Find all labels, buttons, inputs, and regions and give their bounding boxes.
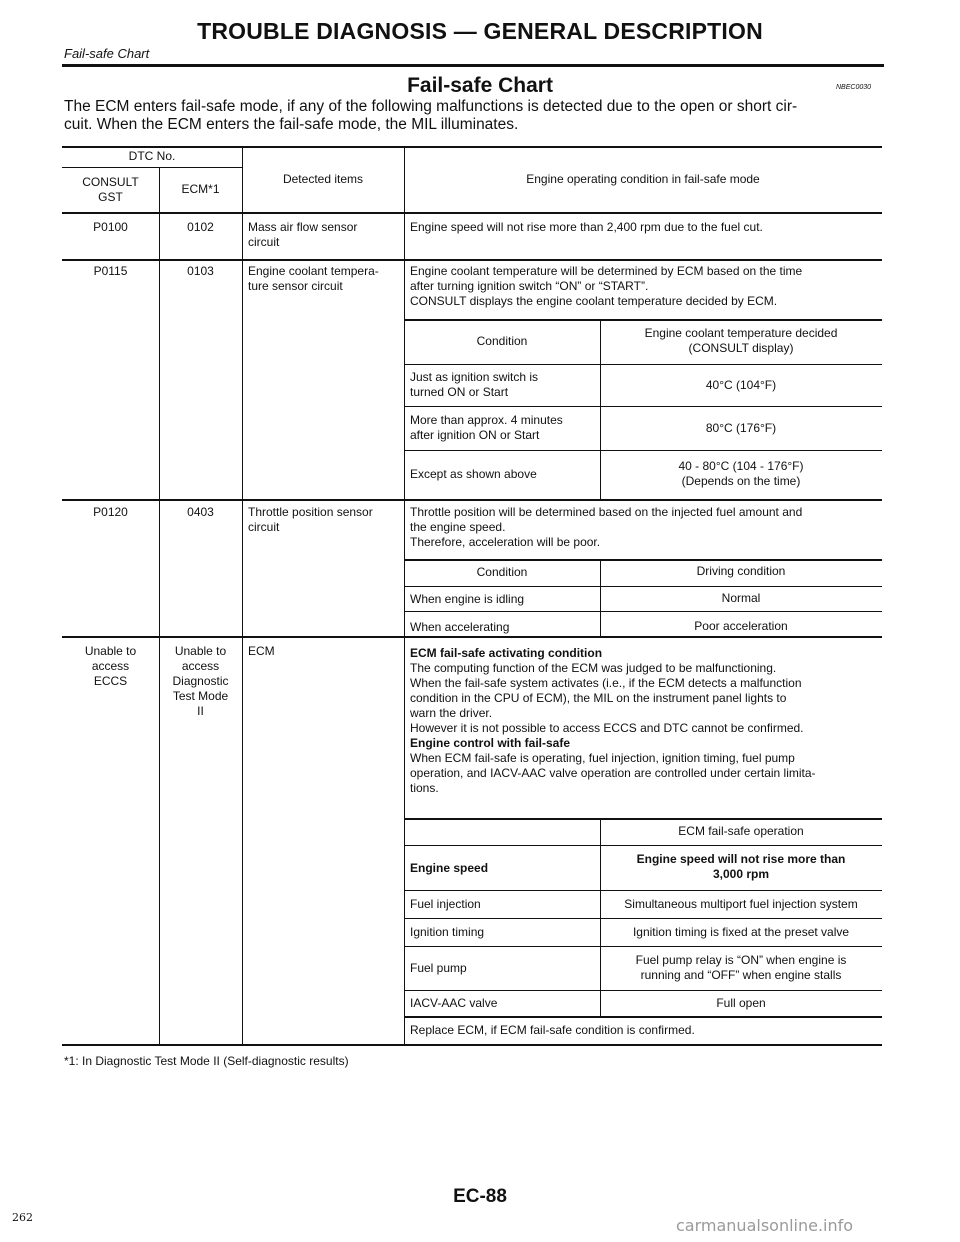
condition-heading: ECM fail-safe activating condition	[410, 646, 603, 660]
subtable-rule	[404, 586, 882, 587]
section-heading: Fail-safe Chart	[407, 74, 553, 97]
subtable-rule	[404, 319, 882, 321]
subtable-header: Driving condition	[696, 564, 786, 578]
document-code: NBEC0030	[836, 84, 872, 91]
subtable-rule	[404, 1016, 882, 1018]
row-consult-code: P0115	[93, 264, 128, 278]
subtable-rule	[404, 364, 882, 365]
subtable-rule	[404, 559, 882, 561]
column-rule	[404, 146, 405, 1044]
subtable-rule	[404, 450, 882, 451]
subtable-cell: Fuel injection	[410, 897, 481, 911]
header-dtc-no: DTC No.	[128, 149, 176, 163]
subtable-header: Condition	[476, 565, 528, 579]
subtable-rule	[404, 990, 882, 991]
row-condition: Engine speed will not rise more than 2,400 rpm due to the fuel cut.	[410, 220, 763, 234]
subtable-cell: Ignition timing	[410, 925, 485, 939]
header-rule	[62, 64, 884, 67]
subtable-cell: 40 - 80°C (104 - 176°F) (Depends on the time)	[678, 459, 804, 488]
subtable-cell: Engine speed will not rise more than 3,000 rpm	[636, 852, 846, 881]
row-ecm-code: 0102	[187, 220, 214, 234]
header-bottom-rule	[62, 212, 882, 214]
row-ecm-code: 0103	[187, 264, 214, 278]
footnote: *1: In Diagnostic Test Mode II (Self-diagnostic results)	[64, 1054, 349, 1068]
header-gst: GST	[98, 190, 123, 204]
row-consult-code: Unable to access ECCS	[84, 644, 137, 688]
row-rule	[62, 636, 882, 638]
row-condition: Throttle position will be determined based on the injected fuel amount and the engine speed. Therefore, acceleration will be poor.	[410, 505, 803, 549]
subtable-cell: More than approx. 4 minutes after ignition ON or Start	[410, 413, 563, 442]
header-consult: CONSULT	[82, 175, 139, 189]
closing-note: Replace ECM, if ECM fail-safe condition is confirmed.	[410, 1023, 695, 1037]
subtable-cell: Except as shown above	[410, 467, 537, 481]
subtable-header: ECM fail-safe operation	[678, 824, 804, 838]
page-number: EC-88	[453, 1186, 507, 1207]
subtable-cell: Simultaneous multiport fuel injection system	[624, 897, 858, 911]
row-consult-code: P0100	[93, 220, 128, 234]
subtable-cell: IACV-AAC valve	[410, 996, 498, 1010]
condition-heading: Engine control with fail-safe	[410, 736, 571, 750]
table-top-rule	[62, 146, 882, 148]
subtable-cell: 40°C (104°F)	[705, 378, 777, 392]
row-rule	[62, 259, 882, 261]
subtable-rule	[404, 918, 882, 919]
subtable-rule	[404, 890, 882, 891]
intro-line: cuit. When the ECM enters the fail-safe mode, the MIL illuminates.	[64, 116, 519, 133]
subtable-cell: Poor acceleration	[694, 619, 788, 633]
subtable-rule	[404, 818, 882, 820]
subtable-cell: Fuel pump	[410, 961, 467, 975]
table-bottom-rule	[62, 1044, 882, 1046]
print-page-number: 262	[12, 1211, 33, 1224]
row-detected-item: Throttle position sensor circuit	[248, 505, 373, 534]
page-title: TROUBLE DIAGNOSIS — GENERAL DESCRIPTION	[197, 18, 763, 44]
header-subrule	[62, 167, 242, 168]
subtable-cell: When accelerating	[410, 620, 510, 634]
subtable-cell: Full open	[716, 996, 766, 1010]
subtable-rule	[404, 611, 882, 612]
subtable-cell: Normal	[721, 591, 761, 605]
row-consult-code: P0120	[93, 505, 128, 519]
watermark: carmanualsonline.info	[676, 1216, 854, 1235]
intro-paragraph	[64, 98, 884, 134]
column-rule	[159, 167, 160, 1044]
subtable-header: Engine coolant temperature decided (CONSULT display)	[644, 326, 838, 355]
subtable-cell: 80°C (176°F)	[705, 421, 777, 435]
row-ecm-code: Unable to access Diagnostic Test Mode II	[172, 644, 229, 718]
subtable-rule	[404, 845, 882, 846]
subtable-cell: When engine is idling	[410, 592, 525, 606]
row-detected-item: Engine coolant tempera- ture sensor circuit	[248, 264, 379, 293]
row-detected-item: Mass air flow sensor circuit	[248, 220, 358, 249]
subtable-cell: Engine speed	[410, 861, 489, 875]
row-condition: ECM fail-safe activating condition The computing function of the ECM was judged to be malfunctioning. When the fail-safe system activates (i.e., if the ECM detects a malfunction condition in the CPU of ECM), the MIL on the instrument panel lights to warn the driver. However it is not possible to access ECCS and DTC cannot be confirmed. Engine control with fail-safe When ECM fail-safe is operating, fuel injection, ignition timing, fuel pump operation, and IACV-AAC valve operation are controlled under certain limita- tions.	[410, 646, 816, 795]
subtable-cell: Ignition timing is fixed at the preset valve	[632, 925, 850, 939]
header-ecm: ECM*1	[181, 182, 220, 196]
header-operating-condition: Engine operating condition in fail-safe mode	[526, 172, 760, 186]
row-condition: Engine coolant temperature will be determined by ECM based on the time after turning ignition switch “ON” or “START”. CONSULT displays the engine coolant temperature decided by ECM.	[410, 264, 803, 308]
subtable-cell: Fuel pump relay is “ON” when engine is running and “OFF” when engine stalls	[635, 953, 847, 982]
header-detected-items: Detected items	[282, 172, 364, 186]
subtable-cell: Just as ignition switch is turned ON or Start	[410, 370, 539, 399]
subtable-header: Condition	[476, 334, 528, 348]
intro-line: The ECM enters fail-safe mode, if any of the following malfunctions is detected due to the open or short cir-	[64, 98, 798, 115]
subtable-rule	[404, 406, 882, 407]
row-ecm-code: 0403	[187, 505, 214, 519]
subtable-rule	[404, 946, 882, 947]
section-tag: Fail-safe Chart	[64, 46, 150, 61]
subtable-column-rule	[600, 818, 601, 1016]
row-detected-item: ECM	[248, 644, 275, 658]
row-rule	[62, 499, 882, 501]
column-rule	[242, 146, 243, 1044]
